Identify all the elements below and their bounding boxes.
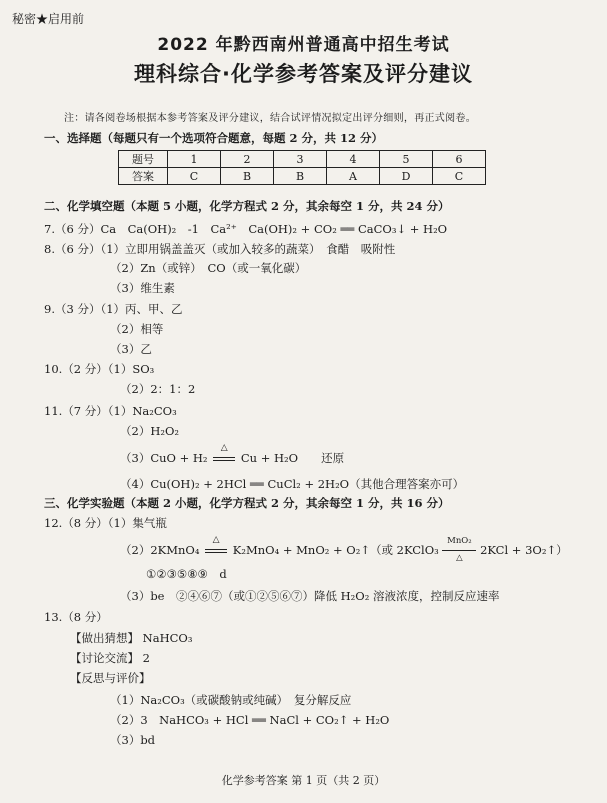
q10-part1: 10.（2 分）（1）SO₃	[44, 362, 155, 376]
q13-hypothesis: 【做出猜想】 NaHCO₃	[70, 631, 193, 645]
grading-note: 注：请各阅卷场根据本参考答案及评分建议，结合试评情况拟定出评分细则，再正式阅卷。	[64, 113, 476, 124]
q12-equation-right: 2KCl + 3O₂↑）	[480, 543, 568, 557]
q8-part3: （3）维生素	[110, 281, 175, 295]
q11-equation-right: Cu + H₂O 还原	[240, 451, 345, 465]
confidential-label: 秘密★启用前	[12, 12, 85, 26]
heat-icon: △	[212, 535, 220, 545]
table-cell: C	[433, 168, 486, 185]
section3-heading: 三、化学实验题（本题 2 小题，化学方程式 2 分，其余每空 1 分，共 16 分）	[44, 496, 450, 510]
q13-discussion: 【讨论交流】 2	[70, 651, 150, 665]
heat-condition	[211, 443, 237, 465]
table-header-cell: 答案	[119, 168, 168, 185]
section1-heading: 一、选择题（每题只有一个选项符合题意，每题 2 分，共 12 分）	[44, 131, 384, 145]
q13-reflection: 【反思与评价】	[70, 671, 151, 685]
q13-reflection-3: （3）bd	[110, 733, 156, 747]
q7-answer: 7.（6 分）Ca Ca(OH)₂ -1 Ca²⁺ Ca(OH)₂ + CO₂ ══ CaCO₃↓ + H₂O	[44, 222, 448, 236]
table-cell: 3	[274, 151, 327, 168]
table-cell: 2	[221, 151, 274, 168]
heat-icon: △	[456, 553, 463, 563]
table-cell: 6	[433, 151, 486, 168]
table-cell: 4	[327, 151, 380, 168]
table-header-cell: 题号	[119, 151, 168, 168]
table-cell: D	[380, 168, 433, 185]
document-title: 理科综合·化学参考答案及评分建议	[134, 62, 473, 86]
q13-heading: 13.（8 分）	[44, 610, 108, 624]
q12-part2-apparatus: ①②③⑤⑧⑨ d	[146, 567, 227, 581]
q11-part4: （4）Cu(OH)₂ + 2HCl ══ CuCl₂ + 2H₂O（其他合理答案亦可）	[120, 477, 465, 491]
q12-equation-middle: K₂MnO₄ + MnO₂ + O₂↑（或 2KClO₃	[232, 543, 439, 557]
q9-part1: 9.（3 分）（1）丙、甲、乙	[44, 302, 183, 316]
q12-part2	[120, 535, 568, 563]
page-footer: 化学参考答案 第 1 页（共 2 页）	[221, 774, 386, 787]
q11-part1: 11.（7 分）（1）Na₂CO₃	[44, 404, 177, 418]
catalyst-label: MnO₂	[447, 536, 472, 546]
q12-part1: 12.（8 分）（1）集气瓶	[44, 516, 167, 530]
table-row	[119, 151, 486, 168]
table-cell: B	[221, 168, 274, 185]
q12-equation-left: （2）2KMnO₄	[120, 543, 200, 557]
table-cell: 5	[380, 151, 433, 168]
heat-condition	[203, 535, 229, 557]
exam-title: 2022 年黔西南州普通高中招生考试	[157, 35, 450, 55]
q8-part1: 8.（6 分）（1）立即用锅盖盖灭（或加入较多的蔬菜） 食醋 吸附性	[44, 242, 396, 256]
table-cell: A	[327, 168, 380, 185]
table-cell: C	[168, 168, 221, 185]
table-cell: 1	[168, 151, 221, 168]
equals-sign	[205, 549, 227, 553]
q12-part3: （3）be ②④⑥⑦（或①②⑤⑥⑦）降低 H₂O₂ 溶液浓度，控制反应速率	[120, 589, 500, 603]
q9-part3: （3）乙	[110, 342, 152, 356]
table-row	[119, 168, 486, 185]
q13-reflection-2: （2）3 NaHCO₃ + HCl ══ NaCl + CO₂↑ + H₂O	[110, 713, 390, 727]
q11-part3	[120, 443, 345, 465]
q13-reflection-1: （1）Na₂CO₃（或碳酸钠或纯碱） 复分解反应	[110, 693, 352, 707]
section2-heading: 二、化学填空题（本题 5 小题，化学方程式 2 分，其余每空 1 分，共 24 分）	[44, 199, 450, 213]
q9-part2: （2）相等	[110, 322, 164, 336]
answer-table	[118, 150, 486, 185]
q11-equation-left: （3）CuO + H₂	[120, 451, 208, 465]
catalyst-condition	[442, 536, 476, 563]
equals-sign	[213, 457, 235, 461]
q10-part2: （2）2：1：2	[120, 382, 196, 396]
q11-part2: （2）H₂O₂	[120, 424, 179, 438]
heat-icon: △	[220, 443, 228, 453]
q8-part2: （2）Zn（或锌） CO（或一氧化碳）	[110, 261, 307, 275]
table-cell: B	[274, 168, 327, 185]
